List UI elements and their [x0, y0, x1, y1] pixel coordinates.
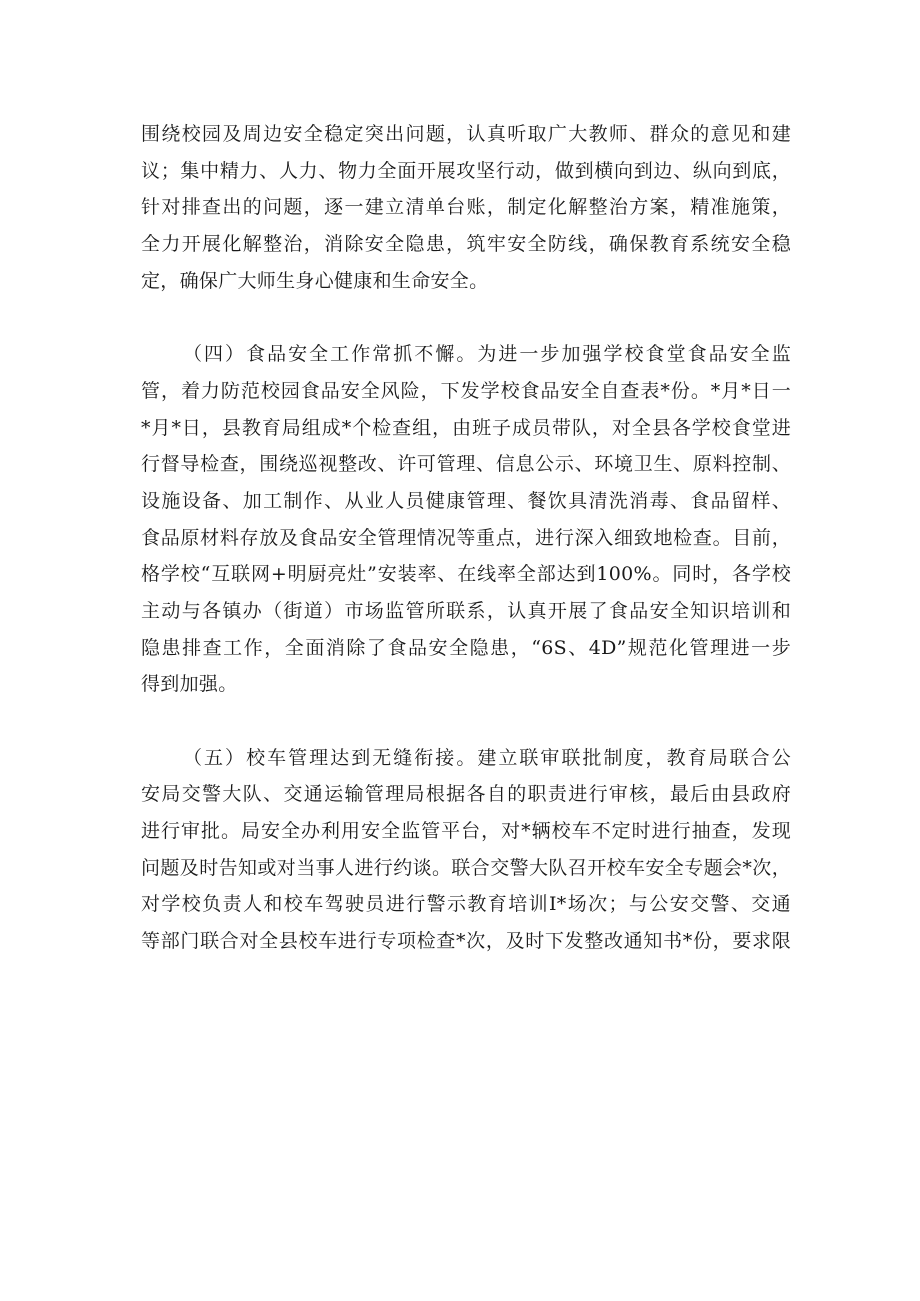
text-line: 设施设备、加工制作、从业人员健康管理、餐饮具清洗消毒、食品留样、	[141, 489, 791, 512]
document-body	[141, 116, 791, 960]
text-line: （四）食品安全工作常抓不懈。为进一步加强学校食堂食品安全监	[183, 343, 791, 366]
text-line: 围绕校园及周边安全稳定突出问题，认真听取广大教师、群众的意见和建	[141, 123, 791, 145]
paragraph-spacer	[141, 703, 791, 740]
paragraph-school-bus	[141, 740, 791, 960]
paragraph-campus-safety	[141, 116, 791, 299]
text-line: 全力开展化解整治，消除安全隐患，筑牢安全防线，确保教育系统安全稳	[141, 233, 791, 256]
text-line: 食品原材料存放及食品安全管理情况等重点，进行深入细致地检查。目前，	[141, 526, 791, 549]
text-line: 格学校“互联网+明厨亮灶”安装率、在线率全部达到100%。同时，各学校	[141, 563, 791, 586]
text-line: 主动与各镇办（街道）市场监管所联系，认真开展了食品安全知识培训和	[141, 599, 791, 622]
text-line: 问题及时告知或对当事人进行约谈。联合交警大队召开校车安全专题会*次，	[141, 856, 791, 879]
text-line: 针对排查出的问题，逐一建立清单台账，制定化解整治方案，精准施策，	[141, 196, 791, 219]
text-line: 议；集中精力、人力、物力全面开展攻坚行动，做到横向到边、纵向到底，	[141, 159, 791, 182]
text-line: 定，确保广大师生身心健康和生命安全。	[141, 269, 489, 292]
text-line: 行督导检查，围绕巡视整改、许可管理、信息公示、环境卫生、原料控制、	[141, 453, 791, 476]
paragraph-food-safety	[141, 336, 791, 703]
text-line: 等部门联合对全县校车进行专项检查*次，及时下发整改通知书*份，要求限	[141, 930, 791, 953]
text-line: *月*日，县教育局组成*个检查组，由班子成员带队，对全县各学校食堂进	[141, 416, 791, 439]
text-line: 安局交警大队、交通运输管理局根据各自的职责进行审核，最后由县政府	[141, 783, 791, 806]
text-line: 隐患排查工作，全面消除了食品安全隐患，“6S、4D”规范化管理进一步	[141, 636, 791, 659]
text-line: 进行审批。局安全办利用安全监管平台，对*辆校车不定时进行抽查，发现	[141, 820, 791, 843]
text-line: 管，着力防范校园食品安全风险，下发学校食品安全自查表*份。*月*日一	[141, 379, 791, 402]
text-line: （五）校车管理达到无缝衔接。建立联审联批制度，教育局联合公	[183, 746, 791, 769]
text-line: 对学校负责人和校车驾驶员进行警示教育培训I*场次；与公安交警、交通	[141, 893, 791, 916]
text-line: 得到加强。	[141, 673, 238, 696]
paragraph-spacer	[141, 299, 791, 336]
